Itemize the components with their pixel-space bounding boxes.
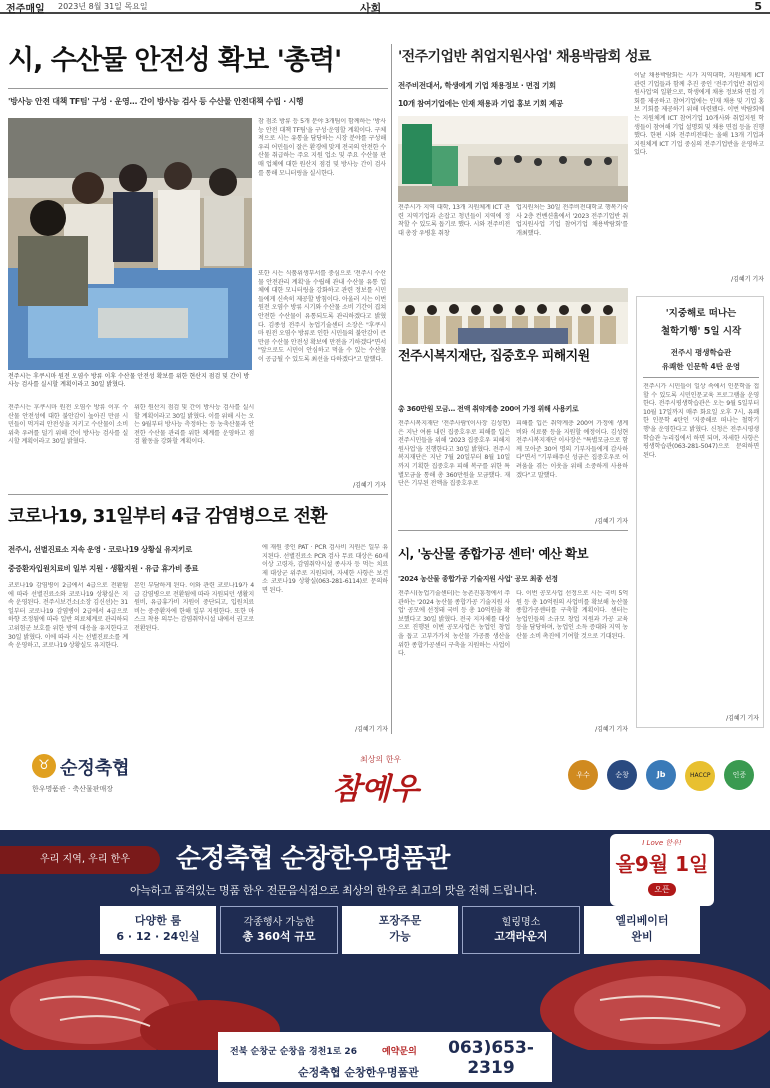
ad-brand-small: 최상의 한우 [360, 755, 402, 764]
ad-feature-line1: 엘리베이터 [615, 914, 669, 927]
article5-text-col2: 다. 이번 공모사업 선정으로 시는 국비 5억원 등 총 10억원의 사업비를 확보해 농산물 종합가공센터를 구축할 계획이다. 센터는 농업인들의 소규모 창업 지원과 가공 교육 등을 담당하며, 농업인 소득 증대와 지역 농산물 소비 촉진에 기여할 것으로 기대된다. [516, 590, 628, 640]
ad-opening-big: 올9월 1일 [615, 852, 709, 876]
ad-opening-small: I Love 한우! [642, 839, 682, 847]
ad-tagline: 우리 지역, 우리 한우 [0, 846, 160, 874]
sidebar-box [636, 296, 764, 728]
article4-text-col1: 코로나19 감염병이 2급에서 4급으로 전환됨에 따라 선별진료소와 코로나19 상황실은 지속 운영된다. 전주시보건소(소장 김신선)는 31일부터 코로나19 감염병이 2급에서 4급으로 하향 조정됨에 따라 일반 의료체계로 관리하되 고위험군 보호를 위한 방역 대응을 유지한다고 30일 밝혔다. 이에 따라 시는 선별진료소를 계속 운영하고, 코로나19 상황실도 유지한다. [8, 582, 128, 650]
article1-text-col4: 또한 시는 식품위생부서를 중심으로 '전주시 수산물 안전관리 계획'을 수립해 관내 수산물 유통 업체에 대한 모니터링을 강화하고 관련 정보를 시민들에게 신속히 제공할 방침이다. 아울러 시는 이번 원전 오염수 방류 시기와 수산물 소비 기간이 겹쳐 안전한 수산물이 유통되도록 관리하겠다고 밝혔다. 김종성 전주시 농업기술센터 소장은 "후쿠시마 원전 오염수 방류로 인한 시민들의 불안감이 큰 만큼 수산물 안전성 확보에 만전을 기하겠다"면서 "앞으로도 시민이 안심하고 먹을 수 있는 수산물이 공급될 수 있도록 최선을 다하겠다"고 말했다. [258, 270, 386, 363]
ad-feature-line1: 각종행사 가능한 [243, 917, 315, 928]
article2-byline: /김혜기 기자 [731, 276, 764, 283]
article2-text-col1: 전주시가 지역 대학, 13개 지원체계 ICT 관련 지역기업과 손잡고 청년들이 지역에 정착할 수 있도록 돕기로 했다. 시와 전주비전대 총장 우병훈 취창 [398, 204, 510, 237]
sidebar-subtitle-line1: 전주시 평생학습관 [670, 348, 732, 357]
ad-logo-subtext: 한우명품관 · 축산물판매장 [32, 785, 114, 793]
article5-byline: /김혜기 기자 [595, 726, 628, 733]
ad-brand-big: 참예우 [332, 772, 419, 807]
ad-feature-box [100, 906, 216, 954]
ad-reserve-label: 예약문의 [382, 1047, 417, 1057]
article1-text-col3: 참 점조 방류 등 5개 분야 3개팀이 함께하는 '방사능 안전 대책 TF팀'을 구성·운영할 계획이다. 구체적으로 시는 유통을 담당하는 시장 분야를 구성해 우리 어민들이 잘은 환경에 맞게 전국의 안전한 수산물 취급하는 주요 지원 업소 및 주요 수산물 판매 업체에 대한 원산지 점검 및 방사능 간이 검사를 통해 모니터링을 실시한다. [258, 118, 386, 177]
badge-icon: 인증 [724, 760, 754, 790]
divider [8, 88, 388, 89]
article3-text-col1: 전주시복지재단 '전주사람'(이사장 김성현)은 지난 여름 내린 집중호우로 피해를 입은 전주시민들을 위해 '2023 집중호우 피해지원사업'을 진행한다고 30일 밝혔다. 전주시복지재단은 지난 7월 20일부터 8월 10일까지 기획한 집중호우 피해 복구를 위한 특별모금을 통해 총 360만원을 모금했다. 재단은 기부된 전액을 집중호우로 [398, 420, 510, 488]
article5-text-col1: 전주시(농업기술센터)는 농촌진흥청에서 주관하는 '2024 농산물 종합가공 기술지원 사업' 공모에 선정돼 국비 등 총 10억원을 확보했다고 30일 밝혔다. 전국 지자체를 대상으로 진행된 이번 공모사업은 농업인 창업을 돕고 고부가가치 농산물 가공품 생산을 위한 종합가공센터 구축을 지원하는 사업이다. [398, 590, 510, 658]
article4-byline: /김혜기 기자 [355, 726, 388, 733]
article3-photo [398, 288, 628, 344]
ad-feature-box [584, 906, 700, 954]
ad-description: 아늑하고 품격있는 명품 한우 전문음식점으로 최상의 한우로 최고의 맛을 전해 드립니다. [130, 884, 537, 897]
newspaper-brand: 전주매일 [6, 4, 45, 15]
ad-opening-tag: 오픈 [648, 883, 675, 896]
article1-photo [8, 118, 252, 370]
article5-title: 시, '농산물 종합가공 센터' 예산 확보 [398, 546, 589, 561]
article4-subtitle2: 중증환자입원치료비 일부 지원 · 생활지원 · 유급 휴가비 종료 [8, 564, 199, 573]
issue-date: 2023년 8월 31일 목요일 [58, 2, 148, 11]
badge-icon: 순창 [607, 760, 637, 790]
sidebar-title-line2: 철학기행' 5일 시작 [660, 326, 742, 337]
article1-byline: /김혜기 기자 [353, 482, 386, 489]
badge-icon: HACCP [685, 761, 715, 791]
certification-badges [568, 760, 754, 791]
article4-subtitle1: 전주시, 선별진료소 지속 운영 · 코로나19 상황실 유지키로 [8, 545, 192, 554]
article2-text-col2: 업지원처는 30일 전주비전대학교 행복기숙사 2층 컨벤션홀에서 '2023 전주기업반 취업지원사업 기업 참여기업 채용박람회'를 개최했다. [516, 204, 628, 237]
column-divider [391, 44, 392, 734]
article2-subtitle2: 10개 참여기업에는 인재 채용과 기업 홍보 기회 제공 [398, 99, 563, 108]
sidebar-byline: /김혜기 기자 [726, 715, 759, 722]
ad-features [100, 906, 700, 954]
article3-byline: /김혜기 기자 [595, 518, 628, 525]
article1-text-col1: 전주시는 후쿠시마 원전 오염수 방류 이후 수산물 안전성에 대한 불안감이 높아진 만큼 시민들이 먹거리 안전성을 지키고 수산물이 소비 위축 우려를 덜기 위해 간이 방사능 검사를 실시할 계획이라고 30일 밝혔다. [8, 404, 128, 446]
divider [398, 530, 628, 531]
ad-contact-box [218, 1032, 552, 1082]
ad-address: 전북 순창군 순창읍 경천1로 26 [230, 1047, 357, 1057]
sidebar-text: 전주시가 시민들이 일상 속에서 인문학을 접할 수 있도록 시민인문교육 프로그램을 운영한다. 전주시평생학습관은 오는 9월 5일부터 10월 17일까지 매주 화요일 오후 7시, 유쾌한 인문학 4탄인 '지중해로 떠나는 철학기행'을 운영한다고 밝혔다. 신청은 전주시평생학습관 누리집에서 하면 되며, 자세한 사항은 평생학습관(063-281-5047)으로 문의하면 된다. [643, 383, 759, 459]
ad-feature-line2: 총 360석 규모 [242, 930, 316, 943]
article1-text-col2: 위한 원산지 점검 및 간이 방사능 검사를 실시할 계획이라고 30일 밝혔다. 이를 위해 시는 오는 9월부터 방사능 측정하는 등 농축산물과 안전한 수산물 관리를 위한 체계를 운영하고 점검 활동을 강화할 계획이다. [134, 404, 254, 446]
divider [643, 377, 759, 378]
article2-title: '전주기업반 취업지원사업' 채용박람회 성료 [398, 49, 651, 65]
article3-subtitle: 총 360만원 모금… 전액 취약계층 200여 가정 위해 사용키로 [398, 405, 579, 413]
badge-icon: Jb [646, 760, 676, 790]
page-number: 5 [754, 0, 762, 13]
article4-text-col3: 에 재원 중인 PAT · PCR 검사비 지원은 일부 유지된다. 선별진료소 PCR 검사 무료 대상은 60세 이상 고령자, 감염취약시설 종사자 등 먹는 치료제 대상군 위주로 지원되며, 자세한 사항은 보건소 코로나19 상황실(063-281-6114)로 문의하면 된다. [262, 544, 388, 594]
article1-subtitle: '방사능 안전 대책 TF팀' 구성 · 운영… 간이 방사능 검사 등 수산물 안전대책 수립 · 시행 [8, 97, 304, 106]
divider [8, 494, 388, 495]
section-name: 사회 [360, 2, 382, 15]
article2-photo [398, 116, 628, 202]
article5-subtitle: '2024 농산물 종합가공 기술지원 사업' 공모 최종 선정 [398, 575, 558, 583]
ad-feature-box [462, 906, 580, 954]
ad-phone: 063)653-2319 [448, 1038, 534, 1078]
ad-feature-line2: 6 · 12 · 24인실 [116, 930, 200, 943]
article3-title: 전주시복지재단, 집중호우 피해지원 [398, 349, 590, 364]
page-header [0, 0, 770, 14]
article3-text-col2: 피해를 입은 취약계층 200여 가정에 생계비와 식료품 등을 지원할 예정이다. 김성현 전주시복지재단 이사장은 "특별모금으로 함께 모아준 30여 명의 기부자들에게 감사하다"면서 "기부해주신 성금은 집중호우로 어려움을 겪는 이웃을 위해 소중하게 사용하겠다"고 말했다. [516, 420, 628, 479]
sidebar-title-line1: '지중해로 떠나는 [665, 308, 737, 319]
ad-feature-line1: 다양한 룸 [134, 914, 182, 927]
article1-title: 시, 수산물 안전성 확보 '총력' [8, 45, 342, 76]
advertisement [0, 742, 770, 1088]
ad-footer-name: 순정축협 순창한우명품관 [298, 1066, 419, 1079]
sidebar-subtitle-line2: 유쾌한 인문학 4탄 운영 [661, 362, 741, 371]
article2-text-col3: 이날 채용박람회는 시가 지역대학, 지원체계 ICT 관련 기업들과 함께 추진 중인 '전주기업반 취업지원사업'의 일환으로, 학생에게 채용 정보와 면접 기회를 제공하고 참여기업에는 인재 채용 및 기업 홍보 기회를 제공하기 위해 마련됐다. 이번 박람회에는 지원체계 ICT 참여기업 10개사와 취업지원 학생들이 참여해 기업 설명회 및 채용 면접 등을 진행했다. 한편 시와 전주비전대는 올해 13개 기업과 지원체계 ICT 기업 중심의 전주기업반을 운영하고 있다. [634, 72, 764, 157]
ad-feature-line1: 힐링명소 [501, 917, 541, 928]
ad-feature-box [342, 906, 458, 954]
article4-text-col2: 본인 부담하게 된다. 이와 관련 코로나19가 4급 감염병으로 전환됨에 따라 지원되던 생활지원비, 유급휴가비 지원이 중단되고, 입원치료비는 중증환자에 한해 일부 지원한다. 또한 마스크 착용 의무는 감염취약시설 내에서 권고로 전환된다. [134, 582, 254, 632]
ad-feature-line2: 고객라운지 [494, 930, 548, 943]
article1-caption: 전주시는 후쿠시마 원전 오염수 방류 이후 수산물 안전성 확보를 위한 현산지 점검 및 간이 방사능 검사를 실시할 계획이라고 30일 밝혔다. [8, 373, 250, 388]
badge-icon: 우수 [568, 760, 598, 790]
ad-feature-box [220, 906, 338, 954]
ad-headline: 순정축협 순창한우명품관 [176, 844, 450, 874]
cow-logo-icon: ♉ [32, 754, 56, 778]
article4-title: 코로나19, 31일부터 4급 감염병으로 전환 [8, 506, 327, 527]
ad-logo-text: 순정축협 [60, 758, 130, 779]
ad-feature-line2: 가능 [389, 930, 411, 943]
ad-feature-line2: 완비 [631, 930, 653, 943]
ad-feature-line1: 포장주문 [378, 914, 422, 927]
article2-subtitle1: 전주비전대서, 학생에게 기업 채용정보 · 면접 기회 [398, 81, 556, 90]
